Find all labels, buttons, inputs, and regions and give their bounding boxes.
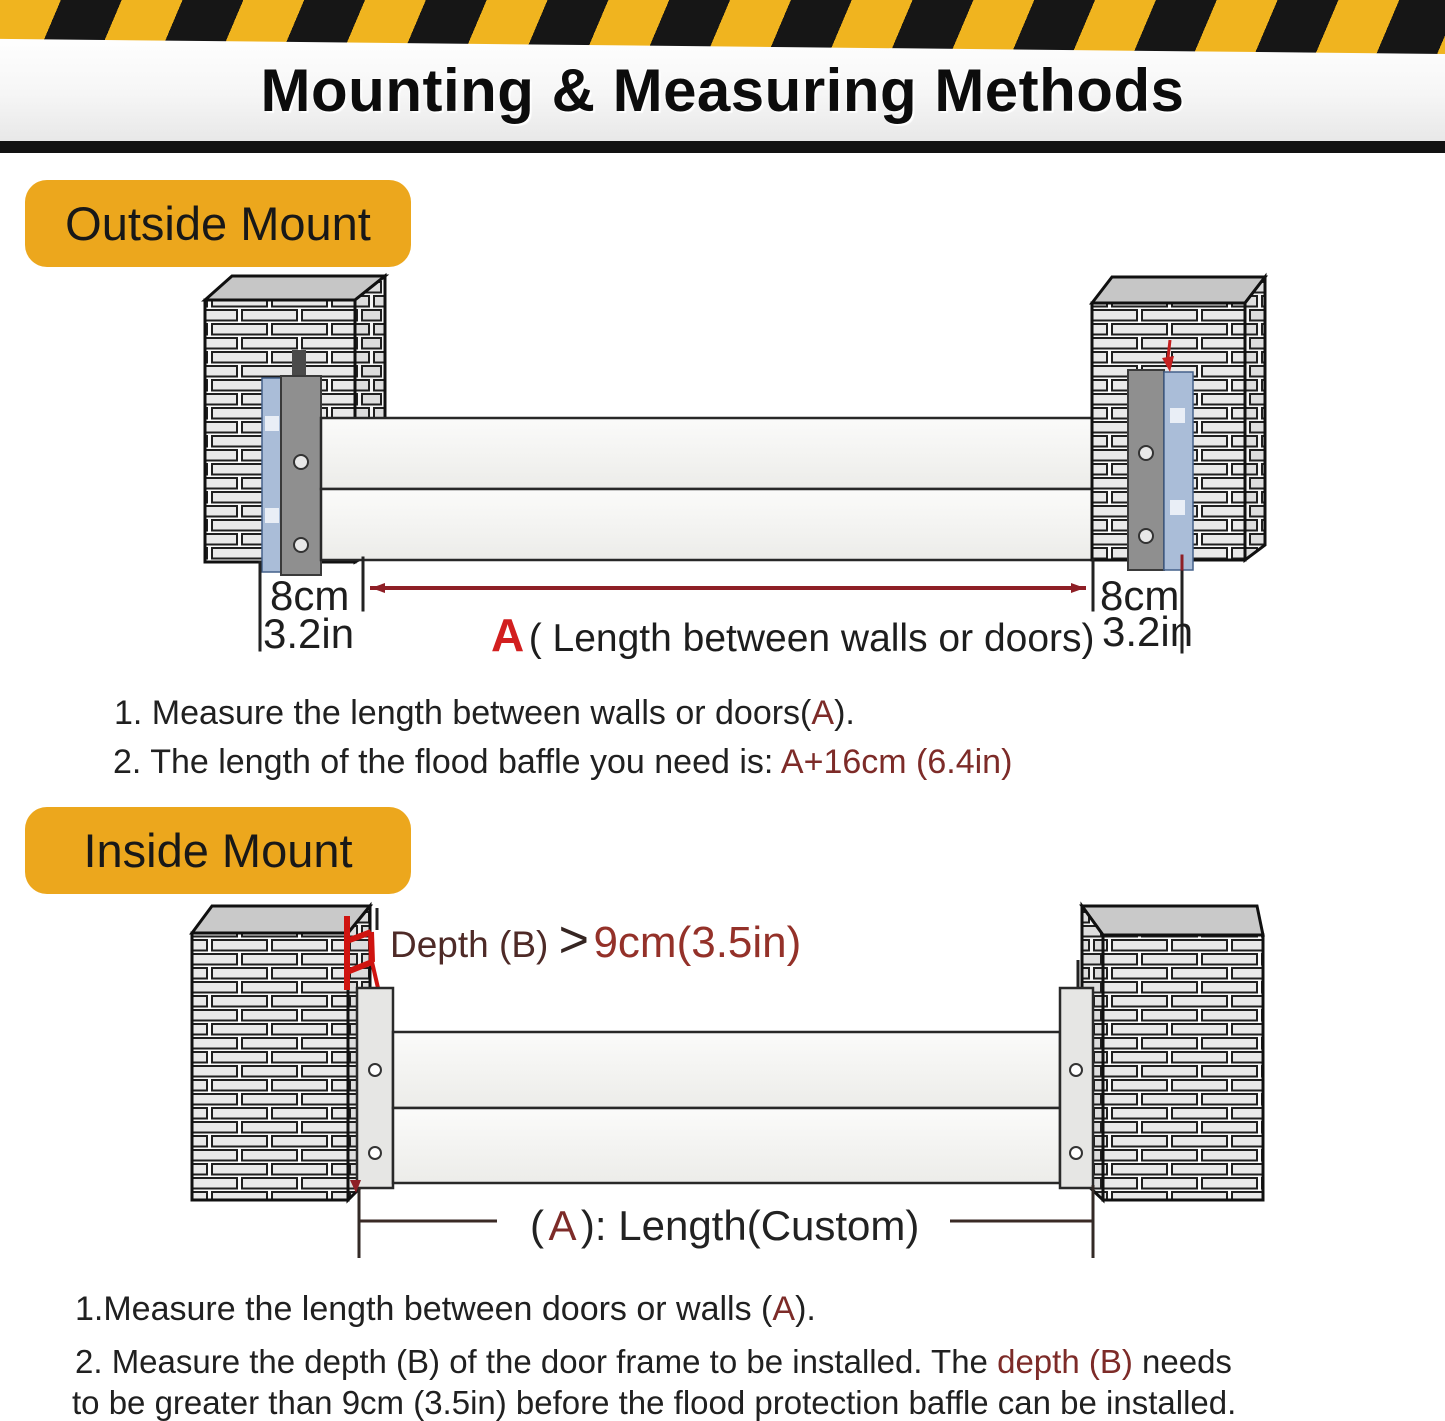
mounting-channel-blue: [262, 378, 281, 572]
inside-instruction-1: 1.Measure the length between doors or walls (A).: [75, 1290, 816, 1328]
inside-right-pillar: [1060, 906, 1263, 1200]
inside-mount-badge: Inside Mount: [25, 807, 411, 894]
inside-mount-diagram: [192, 906, 1263, 1258]
inside-instruction-2-line1: 2. Measure the depth (B) of the door frame to be installed. The depth (B) needs: [75, 1343, 1232, 1380]
screw-hole: [369, 1147, 381, 1159]
inside-instruction-2-line2: to be greater than 9cm (3.5in) before the flood protection baffle can be installed.: [72, 1384, 1237, 1421]
length-custom-label: ( A ): Length(Custom): [530, 1202, 920, 1249]
screw-hole: [294, 538, 308, 552]
outside-instruction-2: 2. The length of the flood baffle you need is: A+16cm (6.4in): [113, 743, 1013, 781]
screw-hole: [1070, 1147, 1082, 1159]
left-gap-in-label: 3.2in: [263, 610, 355, 657]
outside-mount-diagram: [205, 276, 1265, 661]
page-title: Mounting & Measuring Methods: [260, 57, 1185, 124]
outside-instruction-1: 1. Measure the length between walls or doors(A).: [114, 694, 855, 732]
right-gap-in-label: 3.2in: [1102, 608, 1194, 655]
left-gap-cm-label: 8cm: [270, 572, 350, 619]
depth-b-label: Depth (B) > 9cm(3.5in): [390, 911, 802, 969]
inside-left-pillar: [192, 906, 393, 1200]
outside-mount-badge: Outside Mount: [25, 180, 411, 267]
red-marker: [1168, 340, 1170, 358]
screw-hole: [1139, 446, 1153, 460]
inside-dimensions: [359, 1185, 1093, 1258]
outside-right-pillar: [1092, 277, 1265, 570]
mounting-channel-blue: [1164, 372, 1193, 570]
inside-flood-baffle: [393, 1032, 1060, 1183]
right-gap-cm-label: 8cm: [1100, 572, 1180, 619]
outside-dimensions: [260, 556, 1193, 661]
screw-hole: [1070, 1064, 1082, 1076]
length-a-label: A ( Length between walls or doors): [491, 609, 1095, 661]
screw-hole: [369, 1064, 381, 1076]
outside-flood-baffle: [321, 418, 1130, 560]
screw-hole: [1139, 529, 1153, 543]
screw-hole: [294, 455, 308, 469]
